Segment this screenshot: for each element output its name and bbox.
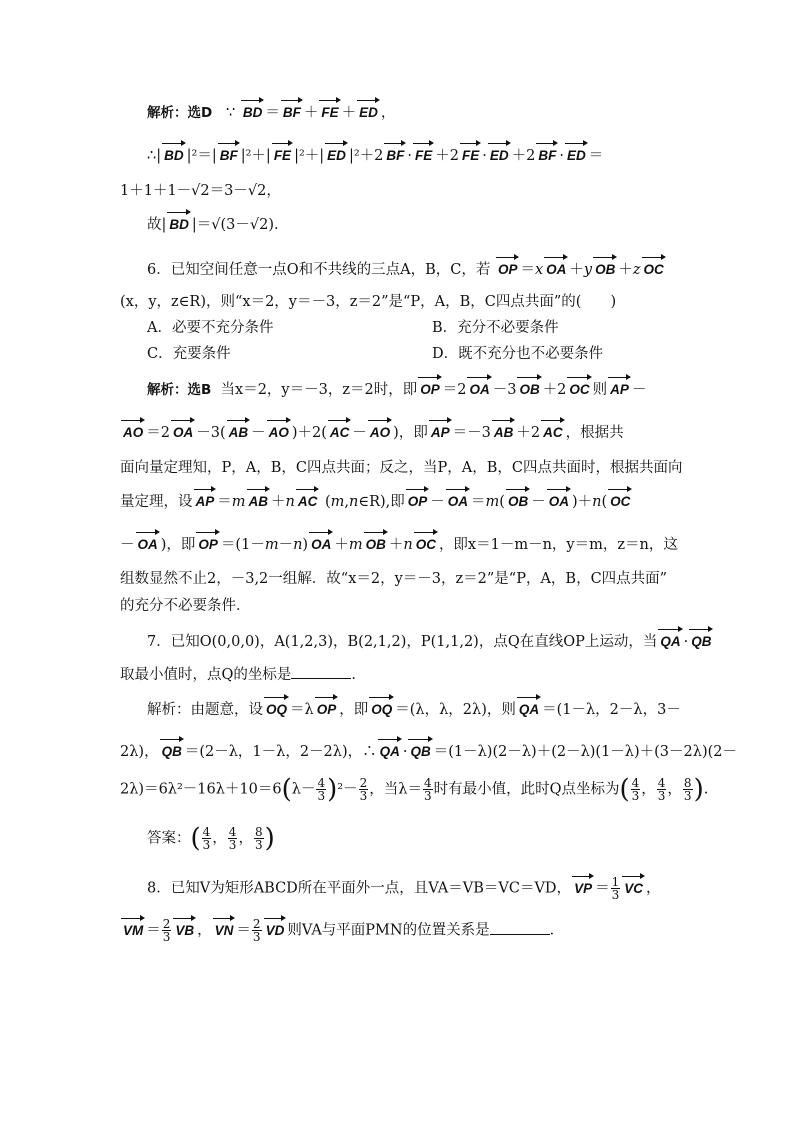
vec-AP: AP bbox=[608, 380, 631, 400]
vec-FE: FE bbox=[272, 146, 293, 166]
vec-OC: OC bbox=[608, 492, 632, 512]
vec-QB: QB bbox=[160, 742, 184, 762]
vec-BF: BF bbox=[218, 146, 240, 166]
q6-stem-line1: 6．已知空间任意一点O和不共线的三点A，B，C，若 OP ＝x OA ＋y OB ＋z OC bbox=[147, 262, 664, 278]
vec-AB: AB bbox=[247, 492, 271, 512]
q7-answer: 答案：( $\frac{4}{3}$ ， $\frac{4}{3}$ ， $\frac{8}{3}$ ) bbox=[147, 823, 275, 854]
q6-sol-line6: 组数显然不止2，－3,2一组解．故“x＝2，y＝－3，z＝2”是“P，A，B，C四点共面” bbox=[120, 571, 668, 587]
frac-4-3: $\frac{4}{3}$ bbox=[317, 776, 326, 803]
vec-QA: QA bbox=[378, 742, 402, 762]
q7-sol-line2: 2λ)， QB ＝(2－λ，1－λ，2－2λ)，∴ QA · QB ＝(1－λ)(2－λ)＋(2－λ)(1－λ)＋(3－2λ)(2－ bbox=[120, 744, 737, 760]
vec-VB: VB bbox=[173, 921, 196, 941]
vec-VD: VD bbox=[264, 921, 287, 941]
vec-AC: AC bbox=[296, 492, 320, 512]
q7-stem-b: 取最小值时，点Q的坐标是 bbox=[120, 667, 292, 683]
sol5-line1: 解析：选D ∵ BD ＝ BF ＋ FE ＋ ED ， bbox=[147, 105, 396, 121]
vec-AC: AC bbox=[328, 423, 352, 443]
vec-AO: AO bbox=[267, 423, 291, 443]
q6-option-b: B．充分不必要条件 bbox=[432, 320, 559, 336]
vec-OA: OA bbox=[467, 380, 491, 400]
q7-sol-l2-tail: ＝(1－λ)(2－λ)＋(2－λ)(1－λ)＋(3－2λ)(2－ bbox=[433, 744, 737, 760]
sol5-line2: ∴| BD |²＝| BF |²＋| FE |²＋| ED |²＋2 BF · FE ＋2 FE · ED ＋2 BF · ED ＝ bbox=[147, 148, 604, 164]
vec-OQ: OQ bbox=[264, 700, 289, 720]
vec-ED: ED bbox=[565, 146, 588, 166]
vec-BD: BD bbox=[167, 215, 191, 235]
answer-blank[interactable] bbox=[291, 664, 351, 679]
vec-OC: OC bbox=[567, 380, 591, 400]
sol5-line2-prefix: ∴| bbox=[147, 148, 162, 164]
vec-VM: VM bbox=[121, 921, 145, 941]
vec-OA: OA bbox=[544, 260, 568, 280]
q6-sol-line1: 解析：选B 当x＝2，y＝－3，z＝2时，即 OP ＝2 OA －3 OB ＋2 OC 则 AP － bbox=[147, 382, 647, 398]
q8-stem-line1: 8．已知V为矩形ABCD所在平面外一点，且VA＝VB＝VC＝VD， VP ＝ $\frac{1}{3}$ VC ， bbox=[147, 875, 661, 902]
vec-AP: AP bbox=[194, 492, 217, 512]
vec-ED: ED bbox=[488, 146, 511, 166]
vec-BF: BF bbox=[281, 103, 303, 123]
q8-stem-line2: VM ＝ $\frac{2}{3}$ VB ， VN ＝ $\frac{2}{3}$ VD 则VA与平面PMN的位置关系是 ． bbox=[123, 917, 565, 944]
vec-BF: BF bbox=[536, 146, 558, 166]
q6-sol-head: 解析：选B bbox=[147, 382, 212, 398]
q7-stem-line1: 7．已知O(0,0,0)，A(1,2,3)，B(2,1,2)，P(1,1,2)，点Q在直线OP上运动，当 QA · QB bbox=[147, 634, 712, 650]
vec-OP: OP bbox=[315, 700, 339, 720]
vec-VP: VP bbox=[572, 879, 594, 899]
vec-BD: BD bbox=[162, 146, 186, 166]
q8-stem-a: 8．已知V为矩形ABCD所在平面外一点，且VA＝VB＝VC＝VD， bbox=[147, 880, 572, 897]
vec-QA: QA bbox=[517, 700, 541, 720]
frac-4-3: $\frac{4}{3}$ bbox=[228, 825, 237, 852]
vec-OA: OA bbox=[446, 492, 470, 512]
q6-sol-line3: 面向量定理知，P，A，B，C四点共面；反之，当P，A，B，C四点共面时，根据共面向 bbox=[120, 460, 683, 476]
vec-BD: BD bbox=[241, 103, 265, 123]
vec-OP: OP bbox=[496, 260, 520, 280]
q6-option-d: D．既不充分也不必要条件 bbox=[432, 346, 604, 362]
q7-sol-head: 解析：由题意，设 bbox=[147, 702, 263, 718]
q7-sol-l2-mid: ＝(2－λ，1－λ，2－2λ)，∴ bbox=[184, 744, 377, 760]
vec-OB: OB bbox=[506, 492, 530, 512]
vec-QB: QB bbox=[689, 632, 713, 652]
vec-OQ: OQ bbox=[369, 700, 394, 720]
sol5-line3: 1＋1＋1－√2＝3－√2， bbox=[120, 183, 281, 199]
q7-sol-l3-b: ，当λ＝ bbox=[369, 781, 422, 798]
answer-label: 答案： bbox=[147, 830, 191, 847]
q6-sol-l4-text: 量定理，设 bbox=[120, 494, 193, 510]
vec-OA: OA bbox=[171, 423, 195, 443]
sol5-line4-prefix: 故| bbox=[147, 217, 167, 233]
q6-option-a: A．必要不充分条件 bbox=[147, 320, 274, 336]
vec-AC: AC bbox=[541, 423, 565, 443]
frac-2-3: $\frac{2}{3}$ bbox=[162, 917, 171, 944]
frac-1-3: $\frac{1}{3}$ bbox=[611, 875, 620, 902]
vec-AP: AP bbox=[429, 423, 452, 443]
sol5-line4 bbox=[147, 215, 279, 235]
frac-8-3: $\frac{8}{3}$ bbox=[683, 776, 692, 803]
frac-2-3: $\frac{2}{3}$ bbox=[252, 917, 261, 944]
vec-FE: FE bbox=[413, 146, 434, 166]
vec-AB: AB bbox=[227, 423, 251, 443]
q8-stem-b-tail: 则VA与平面PMN的位置关系是 bbox=[287, 922, 490, 939]
vec-OA: OA bbox=[309, 535, 333, 555]
q6-stem-a: 6．已知空间任意一点O和不共线的三点A，B，C，若 bbox=[147, 262, 491, 278]
q7-sol-line3: 2λ)＝6λ²－16λ＋10＝6(λ－ $\frac{4}{3}$ )²－ $\frac{2}{3}$ ，当λ＝ $\frac{4}{3}$ 时有最小值，此时Q点坐标为( $\frac{4}{3}$ ， $\frac{4}{3}$ ， $\frac{8}{3}$ ). bbox=[120, 774, 709, 805]
vec-OB: OB bbox=[517, 380, 541, 400]
q7-stem-line2: 取最小值时，点Q的坐标是 ． bbox=[120, 664, 366, 685]
vec-ED: ED bbox=[325, 146, 348, 166]
vec-OP: OP bbox=[196, 535, 220, 555]
q6-sol-line2: AO ＝2 OA －3( AB － AO )＋2( AC － AO )，即 AP ＝－3 AB ＋2 AC ，根据共 bbox=[123, 425, 624, 441]
q7-sol-l3-a: 2λ)＝6λ²－16λ＋10＝6 bbox=[120, 781, 282, 798]
vec-OB: OB bbox=[364, 535, 388, 555]
frac-4-3: $\frac{4}{3}$ bbox=[631, 776, 640, 803]
vec-OA: OA bbox=[547, 492, 571, 512]
frac-4-3: $\frac{4}{3}$ bbox=[657, 776, 666, 803]
vec-OC: OC bbox=[414, 535, 438, 555]
q7-sol-l3-c: 时有最小值，此时Q点坐标为 bbox=[433, 781, 620, 798]
vec-ED: ED bbox=[357, 103, 380, 123]
vec-OB: OB bbox=[593, 260, 617, 280]
because-symbol: ∵ bbox=[226, 105, 236, 121]
q6-option-c: C．充要条件 bbox=[147, 346, 231, 362]
sol5-head: 解析：选D bbox=[147, 105, 213, 121]
q7-stem-a: 7．已知O(0,0,0)，A(1,2,3)，B(2,1,2)，P(1,1,2)，点Q在直线OP上运动，当 bbox=[147, 634, 658, 650]
vec-OA: OA bbox=[136, 535, 160, 555]
frac-2-3: $\frac{2}{3}$ bbox=[359, 776, 368, 803]
q7-sol-line1: 解析：由题意，设 OQ ＝λ OP ，即 OQ ＝(λ，λ，2λ)，则 QA ＝(1－λ，2－λ，3－ bbox=[147, 702, 681, 718]
vec-VC: VC bbox=[622, 879, 645, 899]
vec-BF: BF bbox=[384, 146, 406, 166]
vec-AO: AO bbox=[368, 423, 392, 443]
vec-FE: FE bbox=[460, 146, 481, 166]
q6-stem-line2: (x，y，z∈R)，则“x＝2，y＝－3，z＝2”是“P，A，B，C四点共面”的( ) bbox=[120, 294, 617, 310]
q6-sol-line7: 的充分不必要条件． bbox=[120, 598, 251, 614]
q6-sol-l1-text: 当x＝2，y＝－3，z＝2时，即 bbox=[220, 382, 418, 398]
vec-OP: OP bbox=[418, 380, 442, 400]
q6-sol-line5: － OA )，即 OP ＝(1－m－n) OA ＋m OB ＋n OC ，即x＝1－m－n，y＝m，z＝n，这 bbox=[120, 537, 678, 553]
vec-AB: AB bbox=[492, 423, 516, 443]
vec-OP: OP bbox=[406, 492, 430, 512]
answer-blank[interactable] bbox=[490, 920, 550, 935]
frac-4-3: $\frac{4}{3}$ bbox=[202, 825, 211, 852]
frac-4-3: $\frac{4}{3}$ bbox=[423, 776, 432, 803]
sol5-line4-suffix: |＝√(3－√2). bbox=[191, 217, 279, 233]
q6-sol-l5-tail: ，即x＝1－m－n，y＝m，z＝n，这 bbox=[438, 537, 678, 553]
vec-QA: QA bbox=[658, 632, 682, 652]
vec-FE: FE bbox=[319, 103, 340, 123]
vec-OC: OC bbox=[642, 260, 666, 280]
vec-AO: AO bbox=[121, 423, 145, 443]
frac-8-3: $\frac{8}{3}$ bbox=[254, 825, 263, 852]
vec-QB: QB bbox=[408, 742, 432, 762]
q6-sol-line4: 量定理，设 AP ＝m AB ＋n AC (m,n∈R),即 OP － OA ＝m( OB － OA )＋n( OC bbox=[120, 494, 631, 510]
vec-VN: VN bbox=[213, 921, 236, 941]
